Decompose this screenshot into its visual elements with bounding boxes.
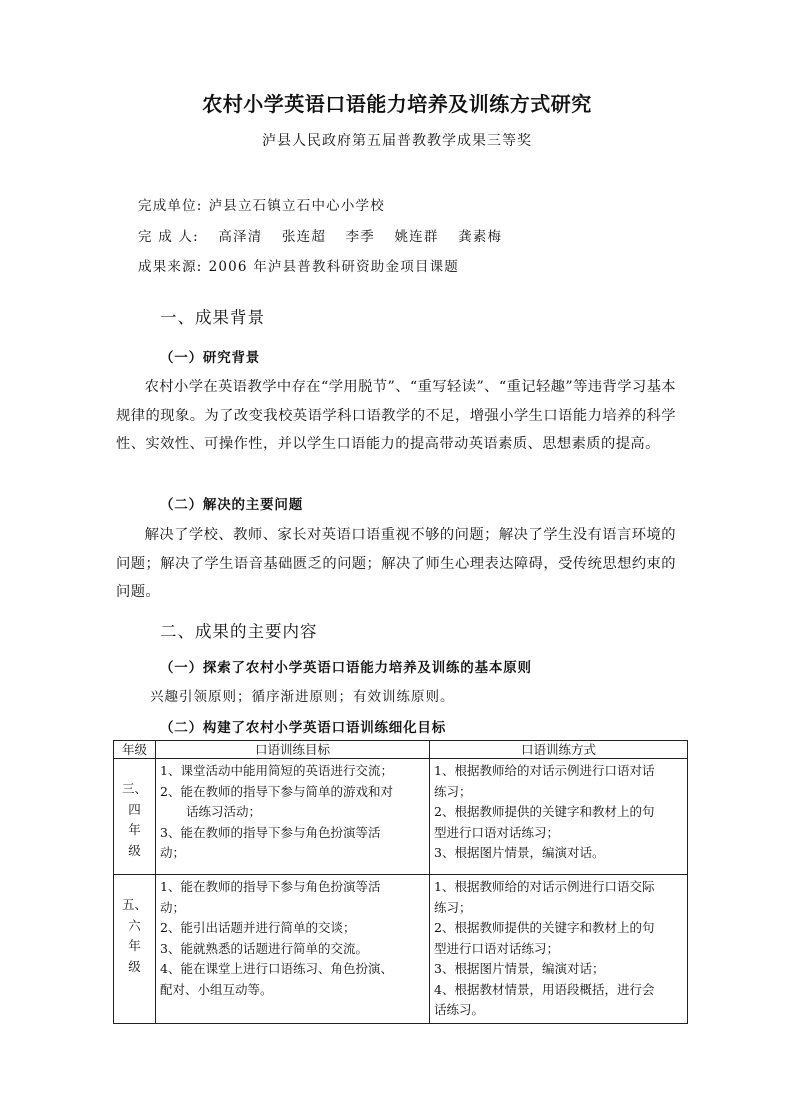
grade-cell: 三、 四 年 级	[114, 759, 156, 875]
subheading-principles: （一）探索了农村小学英语口语能力培养及训练的基本原则	[160, 660, 532, 676]
meta-people-label: 完 成 人:	[138, 229, 199, 245]
meta-source-label: 成果来源:	[138, 259, 203, 275]
training-goals-table	[113, 740, 688, 1024]
meta-unit-value: 泸县立石镇立石中心小学校	[208, 198, 385, 214]
section-heading-main-content: 二、成果的主要内容	[160, 622, 318, 641]
section-heading-background: 一、成果背景	[160, 308, 265, 327]
meta-person: 龚素梅	[458, 229, 503, 245]
methods-cell: 1、根据教师给的对话示例进行口语对话 练习； 2、根据教师提供的关键字和教材上的句 型进行口语对话练习； 3、根据图片情景，编演对话。	[430, 759, 688, 875]
meta-unit	[138, 194, 385, 214]
table-header-row	[114, 741, 688, 759]
paragraph-main-problems: 解决了学校、教师、家长对英语口语重视不够的问题；解决了学生没有语言环境的问题；解决了学生语音基础匮乏的问题；解决了师生心理表达障碍，受传统思想约束的问题。	[116, 527, 676, 600]
meta-source-value: 2006 年泸县普教科研资助金项目课题	[208, 259, 460, 275]
grade-cell: 五、 六 年 级	[114, 875, 156, 1024]
subheading-main-problems: （二）解决的主要问题	[160, 497, 303, 513]
meta-person: 张连超	[281, 229, 327, 245]
document-title: 农村小学英语口语能力培养及训练方式研究	[202, 92, 592, 116]
meta-people	[138, 225, 516, 245]
principles-text: 兴趣引领原则；循序渐进原则；有效训练原则。	[150, 689, 455, 705]
meta-unit-label: 完成单位:	[138, 198, 203, 214]
table-row	[114, 875, 688, 1024]
meta-person: 姚连群	[394, 229, 439, 245]
header-methods: 口语训练方式	[430, 741, 688, 759]
subheading-research-background: （一）研究背景	[160, 350, 261, 366]
table-row	[114, 759, 688, 875]
methods-cell: 1、根据教师给的对话示例进行口语交际 练习； 2、根据教师提供的关键字和教材上的句 型进行口语对话练习； 3、根据图片情景，编演对话； 4、根据教材情景，用语段概括，进行会 话练习。	[430, 875, 688, 1024]
document-subtitle: 泸县人民政府第五届普教教学成果三等奖	[262, 133, 532, 149]
meta-person: 高泽清	[218, 229, 263, 245]
subheading-goals: （二）构建了农村小学英语口语训练细化目标	[160, 720, 446, 736]
goals-cell: 1、课堂活动中能用简短的英语进行交流； 2、能在教师的指导下参与简单的游戏和对 话练习活动； 3、能在教师的指导下参与角色扮演等活 动；	[156, 759, 430, 875]
meta-person: 李季	[345, 229, 375, 245]
goals-cell: 1、能在教师的指导下参与角色扮演等活 动； 2、能引出话题并进行简单的交谈； 3、能就熟悉的话题进行简单的交流。 4、能在课堂上进行口语练习、角色扮演、 配对、小组互动等。	[156, 875, 430, 1024]
header-grade: 年级	[114, 741, 156, 759]
paragraph-research-background: 农村小学在英语教学中存在“学用脱节”、“重写轻读”、“重记轻趣”等违背学习基本规律的现象。为了改变我校英语学科口语教学的不足，增强小学生口语能力培养的科学性、实效性、可操作性，并以学生口语能力的提高带动英语素质、思想素质的提高。	[116, 379, 676, 452]
header-goals: 口语训练目标	[156, 741, 430, 759]
meta-source	[138, 255, 459, 275]
